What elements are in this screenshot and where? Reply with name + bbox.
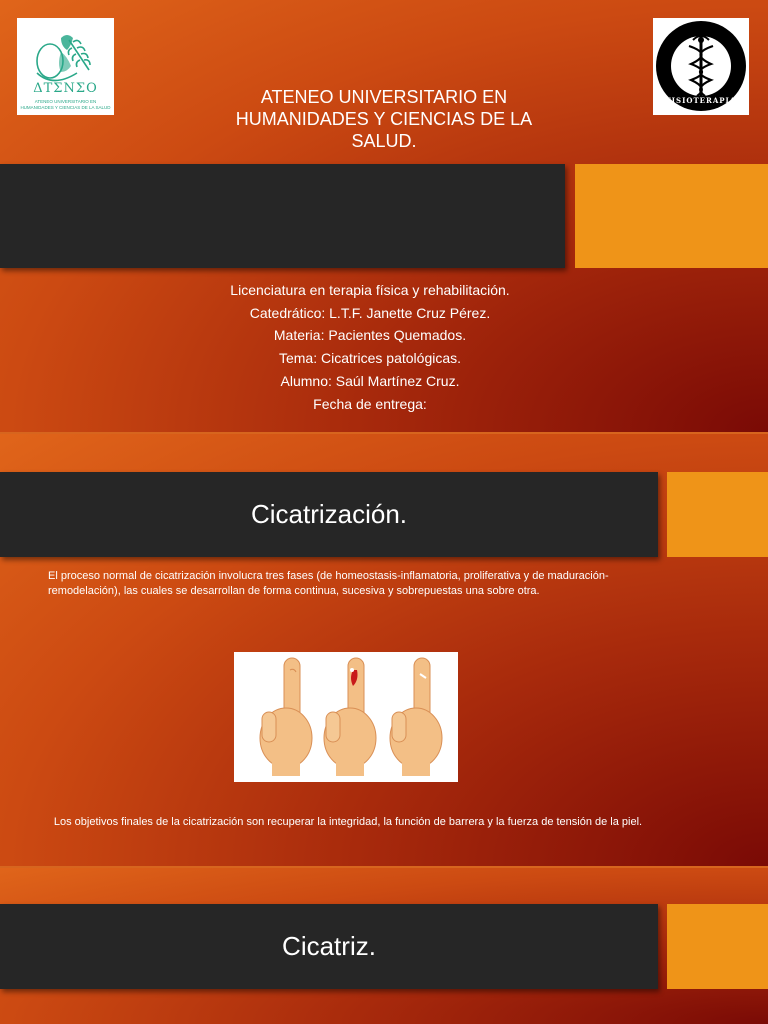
info-line-student: Alumno: Saúl Martínez Cruz. [280, 372, 460, 389]
healing-goals: Los objetivos finales de la cicatrización son recuperar la integridad, la función de barrera y la fuerza de tensión de la piel. [53, 816, 643, 828]
ateneo-logo [17, 18, 114, 115]
healing-accent-block [667, 472, 768, 557]
info-line-due-date: Fecha de entrega: [313, 395, 427, 412]
course-info [100, 279, 640, 415]
info-line-topic: Tema: Cicatrices patológicas. [278, 350, 462, 367]
info-line-instructor: Catedrático: L.T.F. Janette Cruz Pérez. [249, 304, 491, 321]
info-line-program: Licenciatura en terapia física y rehabilitación. [230, 282, 510, 298]
healing-title-band [0, 472, 658, 557]
healing-description: El proceso normal de cicatrización involucra tres fases (de homeostasis-inflamatoria, proliferativa y de maduración-remodelación), las cuales se desarrollan de forma continua, sucesiva y sobrepuestas una sobre otra. [48, 570, 609, 597]
healing-illustration [234, 652, 458, 782]
scar-slide [0, 868, 768, 1024]
title-slide [0, 0, 768, 432]
info-line-subject: Materia: Pacientes Quemados. [273, 327, 467, 344]
ateneo-wordmark: ΔΤΣΝΣΟ [33, 81, 98, 96]
scar-title: Cicatriz. [282, 931, 376, 961]
ateneo-caption: ATENEO UNIVERSITARIO EN HUMANIDADES Y CIENCIAS DE LA SALUD [20, 99, 111, 110]
healing-slide [0, 434, 768, 866]
title-band [0, 164, 565, 268]
wounded-finger-icon [234, 652, 458, 782]
fisioterapia-wordmark: FISIOTERAPIA [665, 96, 737, 105]
university-title: ATENEO UNIVERSITARIO EN HUMANIDADES Y CIENCIAS DE LA SALUD. [235, 87, 533, 151]
healing-title: Cicatrización. [250, 499, 408, 529]
title-accent-block [575, 164, 768, 268]
fisioterapia-logo [653, 18, 749, 115]
scar-accent-block [667, 904, 768, 989]
scar-title-band [0, 904, 658, 989]
